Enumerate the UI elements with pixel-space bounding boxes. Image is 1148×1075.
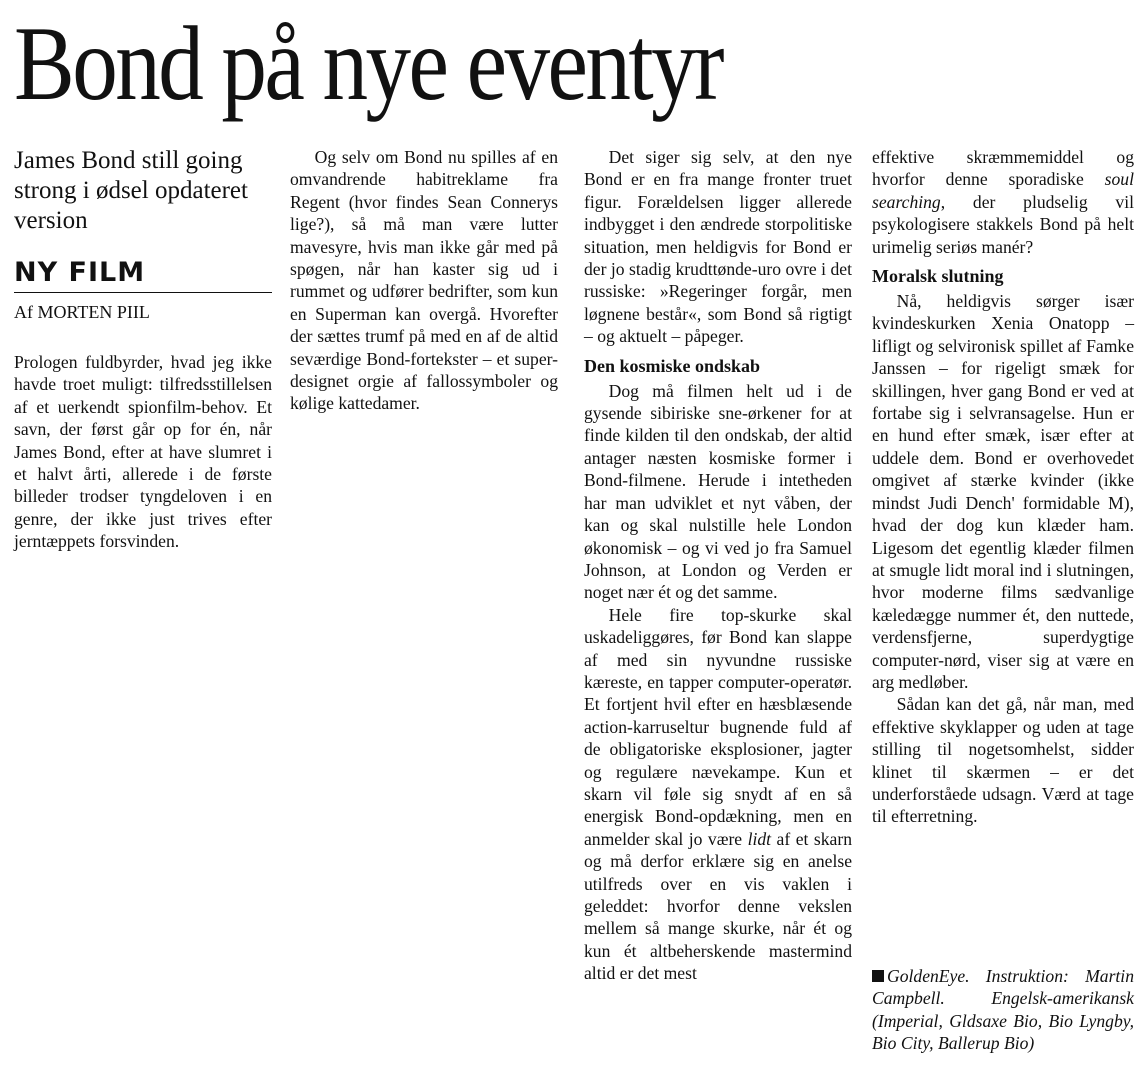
- paragraph: Prologen fuldbyrder, hvad jeg ikke havde troet muligt: tilfredsstillelsen af et uerkendt spionfilm-behov. Et savn, der først går op for én, når James Bond, efter at have slumret i et halvt årti, allerede i de første billeder trodser tyngdeloven i en genre, der ikke just trives efter jerntæppets forsvinden.: [14, 352, 272, 552]
- paragraph: Dog må filmen helt ud i de gysende sibiriske sne-ørkener for at finde kilden til den ondskab, der altid antager næsten kosmiske former i Bond-filmene. Herude i intetheden har man udviklet et nyt våben, der kan og skal nulstille hele London økonomisk – og vi ved jo fra Samuel Johnson, at London og Verden er noget nær ét og det samme.: [584, 380, 852, 603]
- column-1: [14, 351, 272, 553]
- paragraph: [872, 146, 1134, 258]
- headline: Bond på nye eventyr: [14, 5, 722, 122]
- emphasis: lidt: [747, 828, 772, 849]
- paragraph: Nå, heldigvis sørger især kvindeskurken Xenia Onatopp – lifligt og selvironisk spillet af Famke Janssen – for rigeligt smæk for skillingen, hver gang Bond er ved at fortabe sig i selvransagelse. Hun er en hund efter smæk, især efter at uddele dem. Bond er overhovedet omgivet af stærke kvinder (ikke mindst Judi Dench' formidable M), hvad der dog kun klæder ham. Ligesom det egentlig klæder filmen at smugle lidt moral ind i slutningen, hvor moderne films sædvanlige kæledægge nummer ét, den nuttede, verdensfjerne, superdygtige computer-nørd, viser sig at være en arg medløber.: [872, 291, 1134, 692]
- column-2: [290, 146, 558, 415]
- text-run: , der pludselig vil psykologisere stakkels Bond på helt urimelig seriøs manér?: [872, 191, 1134, 257]
- column-3: [584, 146, 852, 985]
- deck-subtitle: James Bond still going strong i ødsel opdateret version: [14, 147, 248, 234]
- byline: Af MORTEN PIIL: [14, 302, 150, 322]
- section-rule: [14, 292, 272, 293]
- text-run: af et skarn og må derfor erklære sig en anelse utilfreds over en vis vaklen i geleddet: hvorfor denne vekslen mellem så mange skurke, når ét og kun ét altbeherskende mastermind altid er det mest: [584, 828, 852, 984]
- text-run: effektive skræmmemiddel og hvorfor denne sporadiske: [872, 147, 1134, 190]
- text-run: Hele fire top-skurke skal uskadeliggøres, før Bond kan slappe af med sin nyvundne russiske kæreste, en tapper computer-operatør. Et fortjent hvil efter en hæsblæsende action-karruseltur bugnende fuld af de obligatoriske eksplosioner, jagter og regulære nævekampe. Kun et skarn vil føle sig snydt af en så energisk Bond-opdækning, men en anmelder skal jo være: [584, 604, 852, 849]
- square-bullet-icon: [872, 970, 884, 982]
- paragraph: Det siger sig selv, at den nye Bond er en fra mange fronter truet figur. Forældelsen ligger allerede indbygget i den ændrede storpolitiske situation, men heldigvis for Bond er der jo stadig krudttønde-uro ovre i det russiske: »Regeringer forgår, men løgnene består«, som Bond så rigtigt – og aktuelt – påpeger.: [584, 147, 852, 347]
- film-credits: [872, 965, 1134, 1055]
- paragraph: Og selv om Bond nu spilles af en omvandrende habitreklame fra Regent (hvor findes Sean Connerys lige?), så må man være lutter mavesyre, hvis man ikke går med på spøgen, når han kaster sig ud i rummet og udfører bedrifter, som kun en Superman kan overgå. Hvorefter der sættes trumf på med en af de altid seværdige Bond-fortekster – et super-designet orgie af fallossymboler og kølige kattedamer.: [290, 147, 558, 414]
- column-4: [872, 146, 1134, 828]
- section-label: NY FILM: [14, 257, 146, 288]
- subheading: Den kosmiske ondskab: [584, 355, 761, 376]
- paragraph: Sådan kan det gå, når man, med effektive skyklapper og uden at tage stilling til nogetsomhelst, sidder klinet til skærmen – er det underforståede udsagn. Værd at tage til efterretning.: [872, 694, 1134, 827]
- subheading: Moralsk slutning: [872, 266, 1004, 287]
- paragraph: [584, 604, 852, 985]
- emphasis: soul searching: [872, 169, 1134, 212]
- credits-text: GoldenEye. Instruktion: Martin Campbell. Engelsk-amerikansk (Imperial, Gldsaxe Bio, Bio Lyngby, Bio City, Ballerup Bio): [872, 966, 1134, 1054]
